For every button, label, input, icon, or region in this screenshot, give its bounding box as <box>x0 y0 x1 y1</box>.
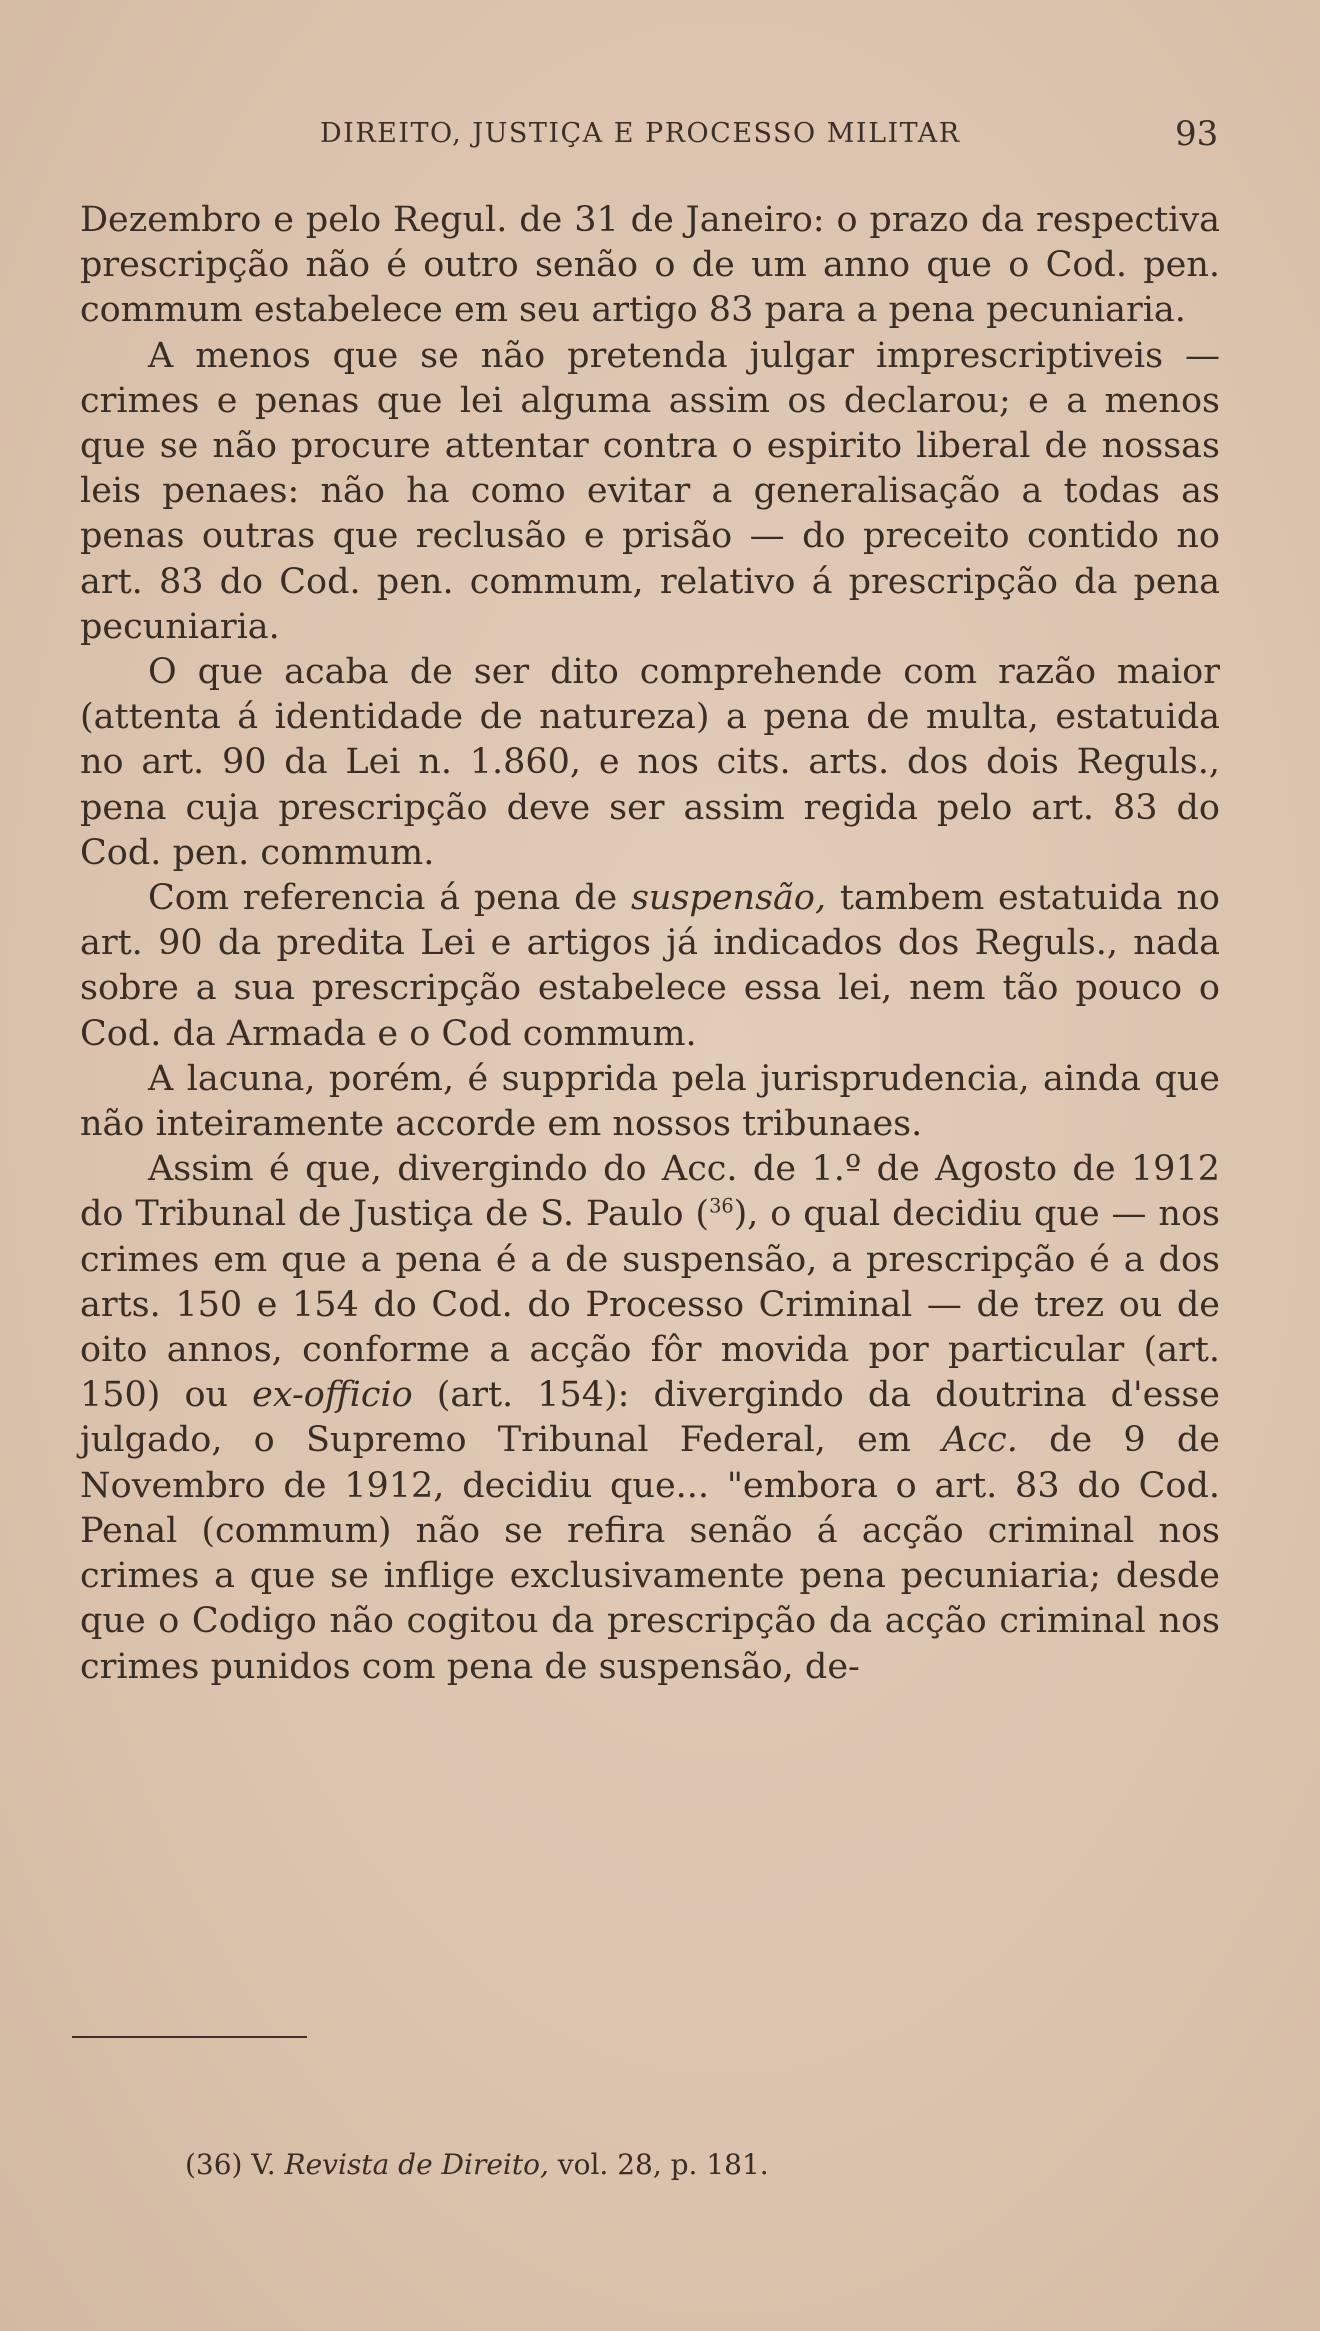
footnote-italic-title: Revista de Direito, <box>284 2148 549 2181</box>
footnote-rule <box>72 2036 307 2038</box>
running-title: DIREITO, JUSTIÇA E PROCESSO MILITAR <box>320 118 961 149</box>
p6-text-a: Assim é que, divergindo do Acc. de 1.º de Agosto de 1912 do Tribunal de Justiça de S. Paulo ( <box>80 1149 1220 1235</box>
body-text <box>80 198 1220 1690</box>
paragraph-5: A lacuna, porém, é supprida pela jurisprudencia, ainda que não inteiramente accorde em nossos tribunaes. <box>80 1058 1220 1145</box>
paragraph-1: Dezembro e pelo Regul. de 31 de Janeiro: o prazo da respectiva prescripção não é outro senão o de um anno que o Cod. pen. commum estabelece em seu artigo 83 para a pena pecuniaria. <box>80 200 1220 331</box>
p4-text-b: tambem estatuida no art. 90 da predita Lei e artigos já indicados dos Reguls., nada sobre a sua prescripção estabelece essa lei, nem tão pouco o Cod. da Armada e o Cod commum. <box>80 878 1221 1054</box>
footnote-text-b: vol. 28, p. 181. <box>548 2148 769 2181</box>
paragraph-4 <box>80 876 1220 1057</box>
footnote-text-a: V. <box>242 2148 285 2181</box>
p6-text-b: ), o qual decidiu que — nos crimes em que a pena é a de suspensão, a prescripção é a dos arts. 150 e 154 do Cod. do Processo Criminal — de trez ou de oito annos, conforme a acção fôr movida por particular (art. 150) ou <box>80 1194 1220 1416</box>
paragraph-6 <box>80 1147 1220 1689</box>
p4-text-a: Com referencia á pena de <box>148 878 631 919</box>
p6-italic-ex-officio: ex-officio <box>252 1375 413 1416</box>
footnote-marker: (36) <box>185 2148 243 2181</box>
paragraph-3: O que acaba de ser dito comprehende com razão maior (attenta á identidade de natureza) a pena de multa, estatuida no art. 90 da Lei n. 1.860, e nos cits. arts. dos dois Reguls., pena cuja prescripção deve ser assim regida pelo art. 83 do Cod. pen. commum. <box>80 652 1220 873</box>
p6-text-c: (art. 154): divergindo da doutrina d'esse julgado, o Supremo Tribunal Federal, em <box>80 1375 1220 1461</box>
p4-italic-suspensao: suspensão, <box>630 878 827 919</box>
p6-text-d: de 9 de Novembro de 1912, decidiu que... "embora o art. 83 do Cod. Penal (commum) não se refira senão á acção criminal nos crimes a que se inflige exclusivamente pena pecuniaria; desde que o Codigo não cogitou da prescripção da acção criminal nos crimes punidos com pena de suspensão, de- <box>80 1420 1220 1687</box>
footnote <box>185 2148 769 2181</box>
p6-italic-acc: Acc. <box>942 1420 1018 1461</box>
page-number: 93 <box>1175 114 1219 154</box>
footnote-reference: 36 <box>709 1194 734 1218</box>
paragraph-2: A menos que se não pretenda julgar imprescriptiveis — crimes e penas que lei alguma assim os declarou; e a menos que se não procure attentar contra o espirito liberal de nossas leis penaes: não ha como evitar a generalisação a todas as penas outras que reclusão e prisão — do preceito contido no art. 83 do Cod. pen. commum, relativo á prescripção da pena pecuniaria. <box>80 335 1220 647</box>
